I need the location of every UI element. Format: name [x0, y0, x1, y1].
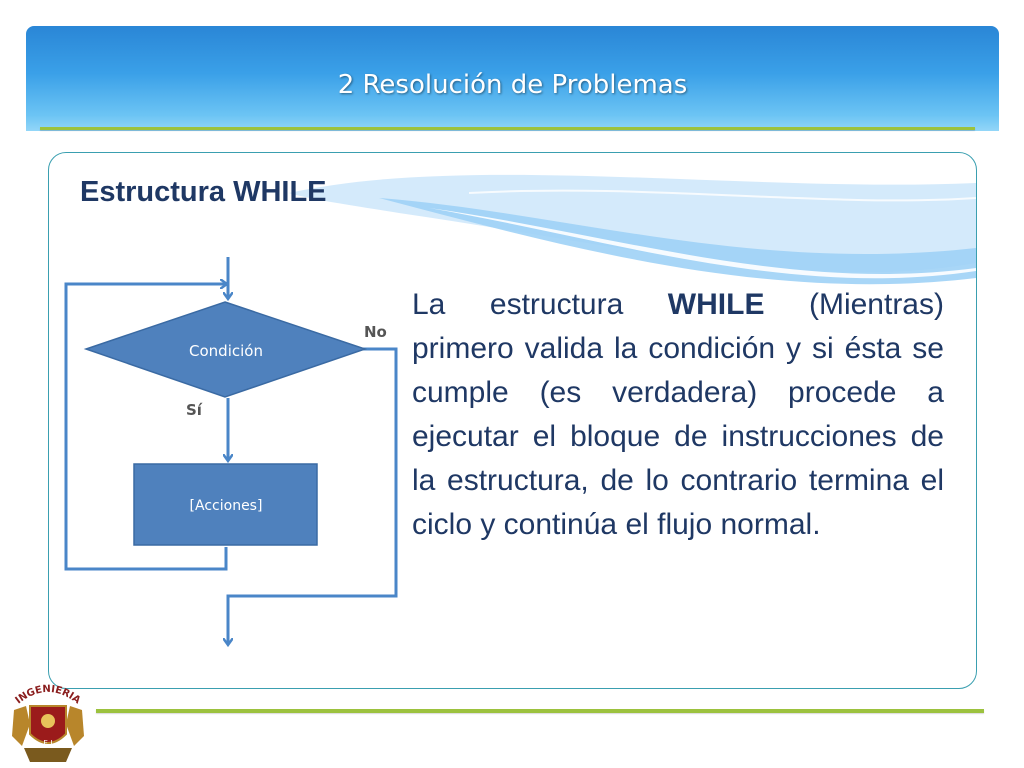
slide-title: 2 Resolución de Problemas — [337, 70, 688, 100]
description-paragraph — [412, 283, 944, 547]
logo-text: INGENIERIA — [13, 683, 83, 707]
bottom-divider — [96, 709, 984, 713]
action-label: [Acciones] — [189, 498, 263, 514]
svg-text:INGENIERIA — [14, 684, 83, 707]
description-post: (Mientras) primero valida la condición y si ésta se cumple (es verdadera) procede a ejecutar el bloque de instrucciones de la estructura, de lo contrario termina el ciclo y continúa el flujo normal. — [412, 288, 944, 541]
logo-letters: F I — [43, 739, 53, 748]
ingenieria-logo — [6, 676, 90, 764]
no-label: No — [364, 323, 387, 341]
section-heading: Estructura WHILE — [80, 176, 327, 208]
description-keyword: WHILE — [667, 288, 765, 321]
description-pre: La estructura — [412, 288, 668, 321]
condition-label: Condición — [189, 342, 263, 360]
yes-label: Sí — [186, 401, 202, 419]
